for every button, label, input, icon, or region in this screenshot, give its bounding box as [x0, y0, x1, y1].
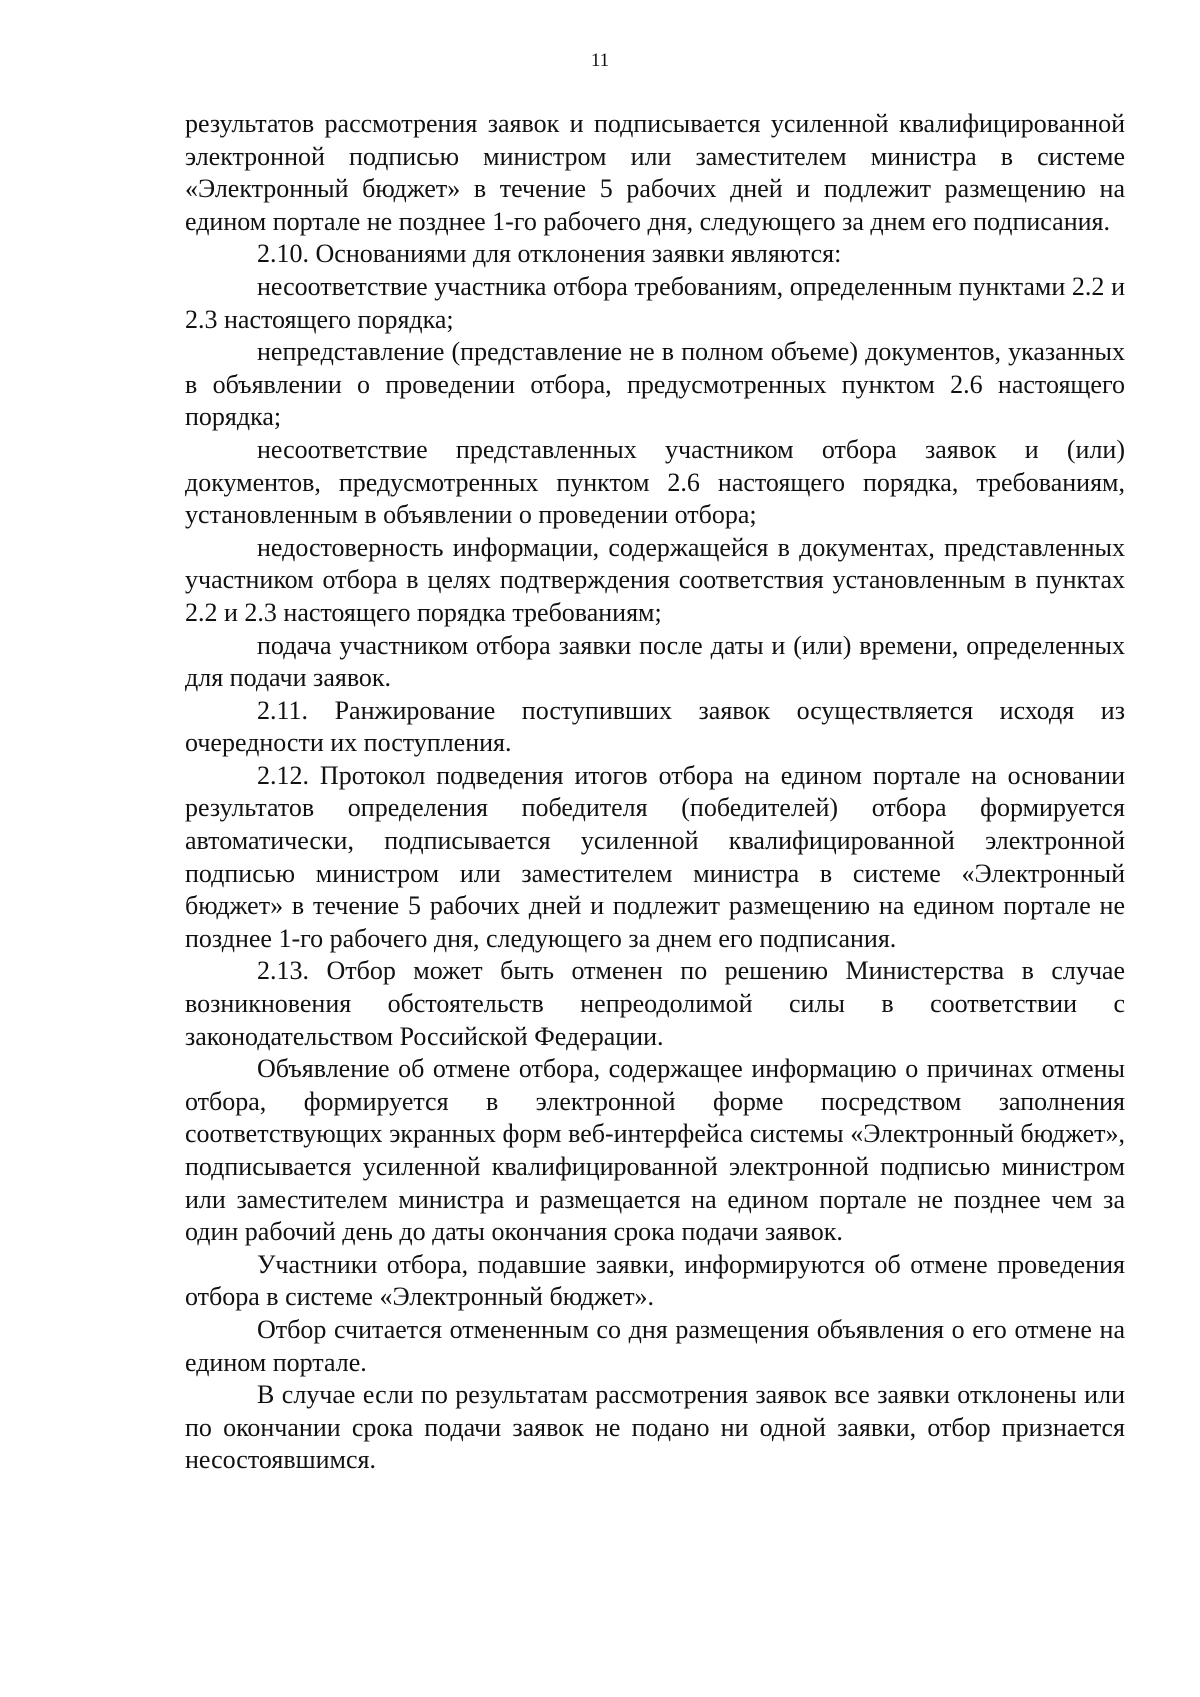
paragraph-participants-informed: Участники отбора, подавшие заявки, информируются об отмене проведения отбора в системе «Электронный бюджет». [185, 1249, 1125, 1312]
paragraph-rejection-ground-5: подача участником отбора заявки после даты и (или) времени, определенных для подачи заявок. [185, 630, 1125, 693]
paragraph-cancellation-notice: Объявление об отмене отбора, содержащее информацию о причинах отмены отбора, формируется в электронной форме посредством заполнения соответствующих экранных форм веб-интерфейса системы «Электронный бюджет», подписывается усиленной квалифицированной электронной подписью министром или заместителем министра и размещается на едином портале не позднее чем за один рабочий день до даты окончания срока подачи заявок. [185, 1054, 1125, 1247]
paragraph-2-13: 2.13. Отбор может быть отменен по решению Министерства в случае возникновения обстоятельств непреодолимой силы в соответствии с законодательством Российской Федерации. [185, 956, 1125, 1051]
paragraph-2-11: 2.11. Ранжирование поступивших заявок осуществляется исходя из очередности их поступления. [185, 695, 1125, 758]
page-number: 11 [590, 50, 610, 71]
paragraph-selection-failed: В случае если по результатам рассмотрения заявок все заявки отклонены или по окончании срока подачи заявок не подано ни одной заявки, отбор признается несостоявшимся. [185, 1380, 1125, 1475]
paragraph-2-10: 2.10. Основаниями для отклонения заявки являются: [257, 239, 842, 269]
paragraph-cancellation-effective: Отбор считается отмененным со дня размещения объявления о его отмене на едином портале. [185, 1314, 1125, 1377]
paragraph-rejection-ground-2: непредставление (представление не в полном объеме) документов, указанных в объявлении о проведении отбора, предусмотренных пунктом 2.6 настоящего порядка; [185, 337, 1125, 432]
document-body [185, 108, 1125, 1477]
paragraph-rejection-ground-3: несоответствие представленных участником отбора заявок и (или) документов, предусмотренных пунктом 2.6 настоящего порядка, требованиям, установленным в объявлении о проведении отбора; [185, 434, 1125, 530]
paragraph-2-12: 2.12. Протокол подведения итогов отбора на едином портале на основании результатов определения победителя (победителей) отбора формируется автоматически, подписывается усиленной квалифицированной электронной подписью министром или заместителем министра в системе «Электронный бюджет» в течение 5 рабочих дней и подлежит размещению на едином портале не позднее 1-го рабочего дня, следующего за днем его подписания. [185, 760, 1125, 953]
paragraph-rejection-ground-1: несоответствие участника отбора требованиям, определенным пунктами 2.2 и 2.3 настоящего порядка; [185, 271, 1125, 334]
paragraph-continuation: результатов рассмотрения заявок и подписывается усиленной квалифицированной электронной подписью министром или заместителем министра в системе «Электронный бюджет» в течение 5 рабочих дней и подлежит размещению на едином портале не позднее 1-го рабочего дня, следующего за днем его подписания. [185, 109, 1125, 236]
paragraph-rejection-ground-4: недостоверность информации, содержащейся в документах, представленных участником отбора в целях подтверждения соответствия установленным в пунктах 2.2 и 2.3 настоящего порядка требованиям; [185, 532, 1125, 627]
